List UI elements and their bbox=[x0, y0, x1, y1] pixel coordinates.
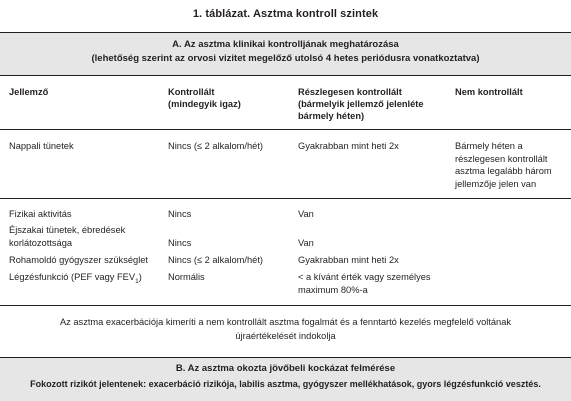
col-header-partly-line3: bármely héten) bbox=[298, 111, 365, 121]
uncontrolled-line3: asztma legalább három bbox=[455, 166, 552, 176]
header-rule bbox=[0, 129, 571, 130]
section-b-text: Fokozott rizikót jelentenek: exacerbáció rizikója, labilis asztma, gyógyszer mellékhatások, gyors légzésfunkció vesztés. bbox=[30, 379, 541, 389]
row-rule-2 bbox=[0, 305, 571, 306]
row-activity-feature: Fizikai aktivitás bbox=[9, 209, 72, 219]
lung-function-subscript: 1 bbox=[135, 277, 139, 285]
row-rule-1 bbox=[0, 198, 571, 199]
row-reliever-partly: Gyakrabban mint heti 2x bbox=[298, 255, 399, 265]
col-header-controlled-line2: (mindegyik igaz) bbox=[168, 99, 241, 109]
note-line2: újraértékelését indokolja bbox=[235, 331, 336, 341]
col-header-partly-controlled bbox=[298, 86, 458, 122]
section-a-rule bbox=[0, 75, 571, 76]
note-line1: Az asztma exacerbációja kimeríti a nem kontrollált asztma fogalmát és a fenntartó kezelés megfelelő voltának bbox=[59, 317, 512, 327]
col-header-partly-line1: Részlegesen kontrollált bbox=[298, 87, 402, 97]
col-header-controlled-line1: Kontrollált bbox=[168, 87, 215, 97]
row-daytime-partly: Gyakrabban mint heti 2x bbox=[298, 141, 399, 151]
table-title: 1. táblázat. Asztma kontroll szintek bbox=[192, 8, 379, 20]
lung-function-close: ) bbox=[138, 272, 142, 282]
row-activity-controlled: Nincs bbox=[168, 209, 192, 219]
night-feature-line1: Éjszakai tünetek, ébredések bbox=[9, 225, 126, 235]
row-daytime-uncontrolled bbox=[455, 140, 569, 190]
col-header-uncontrolled: Nem kontrollált bbox=[455, 87, 523, 97]
row-lung-function-partly bbox=[298, 271, 458, 296]
col-header-controlled bbox=[168, 86, 298, 110]
row-night-controlled: Nincs bbox=[168, 238, 192, 248]
uncontrolled-line4: jellemzője jelen van bbox=[455, 178, 537, 189]
section-a-header bbox=[0, 33, 571, 75]
section-b-heading: B. Az asztma okozta jövőbeli kockázat felmérése bbox=[175, 363, 396, 374]
row-lung-function-controlled: Normális bbox=[168, 272, 205, 282]
exacerbation-note bbox=[0, 315, 571, 343]
row-reliever-feature: Rohamoldó gyógyszer szükséglet bbox=[9, 255, 149, 265]
col-header-partly-line2: (bármelyik jellemző jelenléte bbox=[298, 99, 424, 109]
lung-function-label: Légzésfunkció (PEF vagy FEV bbox=[9, 272, 136, 282]
row-activity-partly: Van bbox=[298, 209, 314, 219]
section-a-heading: A. Az asztma klinikai kontrolljának meghatározása bbox=[172, 39, 399, 50]
uncontrolled-line2: részlegesen kontrollált bbox=[455, 153, 548, 164]
lung-function-partly-line2: maximum 80%-a bbox=[298, 284, 368, 295]
row-daytime-feature: Nappali tünetek bbox=[9, 141, 74, 151]
row-daytime-controlled: Nincs (≤ 2 alkalom/hét) bbox=[168, 141, 264, 151]
row-night-feature bbox=[9, 224, 159, 249]
col-header-feature: Jellemző bbox=[9, 87, 49, 97]
row-lung-function-feature bbox=[9, 271, 159, 288]
lung-function-partly-line1: < a kívánt érték vagy személyes bbox=[298, 272, 431, 282]
night-feature-line2: korlátozottsága bbox=[9, 237, 73, 248]
section-a-subheading: (lehetőség szerint az orvosi vizitet megelőző utolsó 4 hetes periódusra vonatkoztatva) bbox=[91, 53, 480, 64]
uncontrolled-line1: Bármely héten a bbox=[455, 141, 523, 151]
section-b bbox=[0, 358, 571, 401]
row-night-partly: Van bbox=[298, 238, 314, 248]
row-reliever-controlled: Nincs (≤ 2 alkalom/hét) bbox=[168, 255, 264, 265]
